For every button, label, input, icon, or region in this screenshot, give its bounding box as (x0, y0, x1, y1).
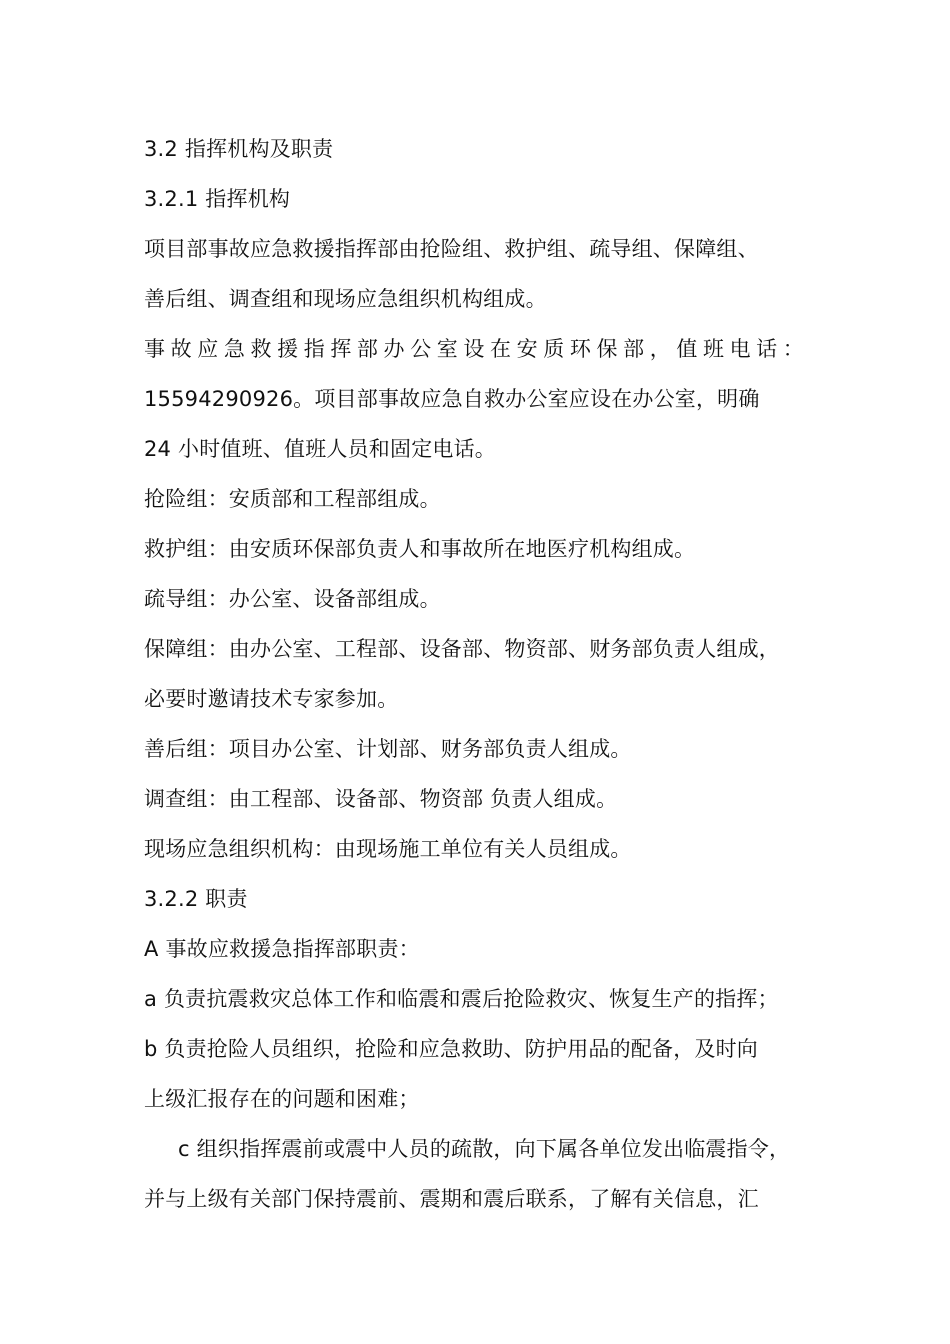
paragraph-line: 疏导组：办公室、设备部组成。 (144, 587, 441, 611)
section-heading-3-2: 3.2 指挥机构及职责 (144, 137, 334, 161)
paragraph-line: 并与上级有关部门保持震前、震期和震后联系，了解有关信息，汇 (144, 1187, 759, 1211)
paragraph-line: c 组织指挥震前或震中人员的疏散，向下属各单位发出临震指令， (178, 1137, 791, 1161)
paragraph-line: 保障组：由办公室、工程部、设备部、物资部、财务部负责人组成， (144, 637, 780, 661)
paragraph-line: 事故应急救援指挥部办公室设在安质环保部，值班电话： (144, 337, 804, 361)
paragraph-line: 24 小时值班、值班人员和固定电话。 (144, 437, 496, 461)
paragraph-line: 上级汇报存在的问题和困难； (144, 1087, 420, 1111)
paragraph-line: 善后组：项目办公室、计划部、财务部负责人组成。 (144, 737, 632, 761)
paragraph-line: 调查组：由工程部、设备部、物资部 负责人组成。 (144, 787, 618, 811)
paragraph-line: A 事故应救援急指挥部职责： (144, 937, 420, 961)
paragraph-line: 15594290926。项目部事故应急自救办公室应设在办公室，明确 (144, 387, 760, 411)
paragraph-line: 救护组：由安质环保部负责人和事故所在地医疗机构组成。 (144, 537, 696, 561)
paragraph-line: a 负责抗震救灾总体工作和临震和震后抢险救灾、恢复生产的指挥； (144, 987, 779, 1011)
subsection-heading-3-2-2: 3.2.2 职责 (144, 887, 248, 911)
paragraph-line: 善后组、调查组和现场应急组织机构组成。 (144, 287, 547, 311)
paragraph-line: 项目部事故应急救援指挥部由抢险组、救护组、疏导组、保障组、 (144, 237, 759, 261)
paragraph-line: b 负责抢险人员组织，抢险和应急救助、防护用品的配备，及时向 (144, 1037, 759, 1061)
paragraph-line: 现场应急组织机构：由现场施工单位有关人员组成。 (144, 837, 632, 861)
paragraph-line: 抢险组：安质部和工程部组成。 (144, 487, 441, 511)
subsection-heading-3-2-1: 3.2.1 指挥机构 (144, 187, 291, 211)
paragraph-line: 必要时邀请技术专家参加。 (144, 687, 399, 711)
